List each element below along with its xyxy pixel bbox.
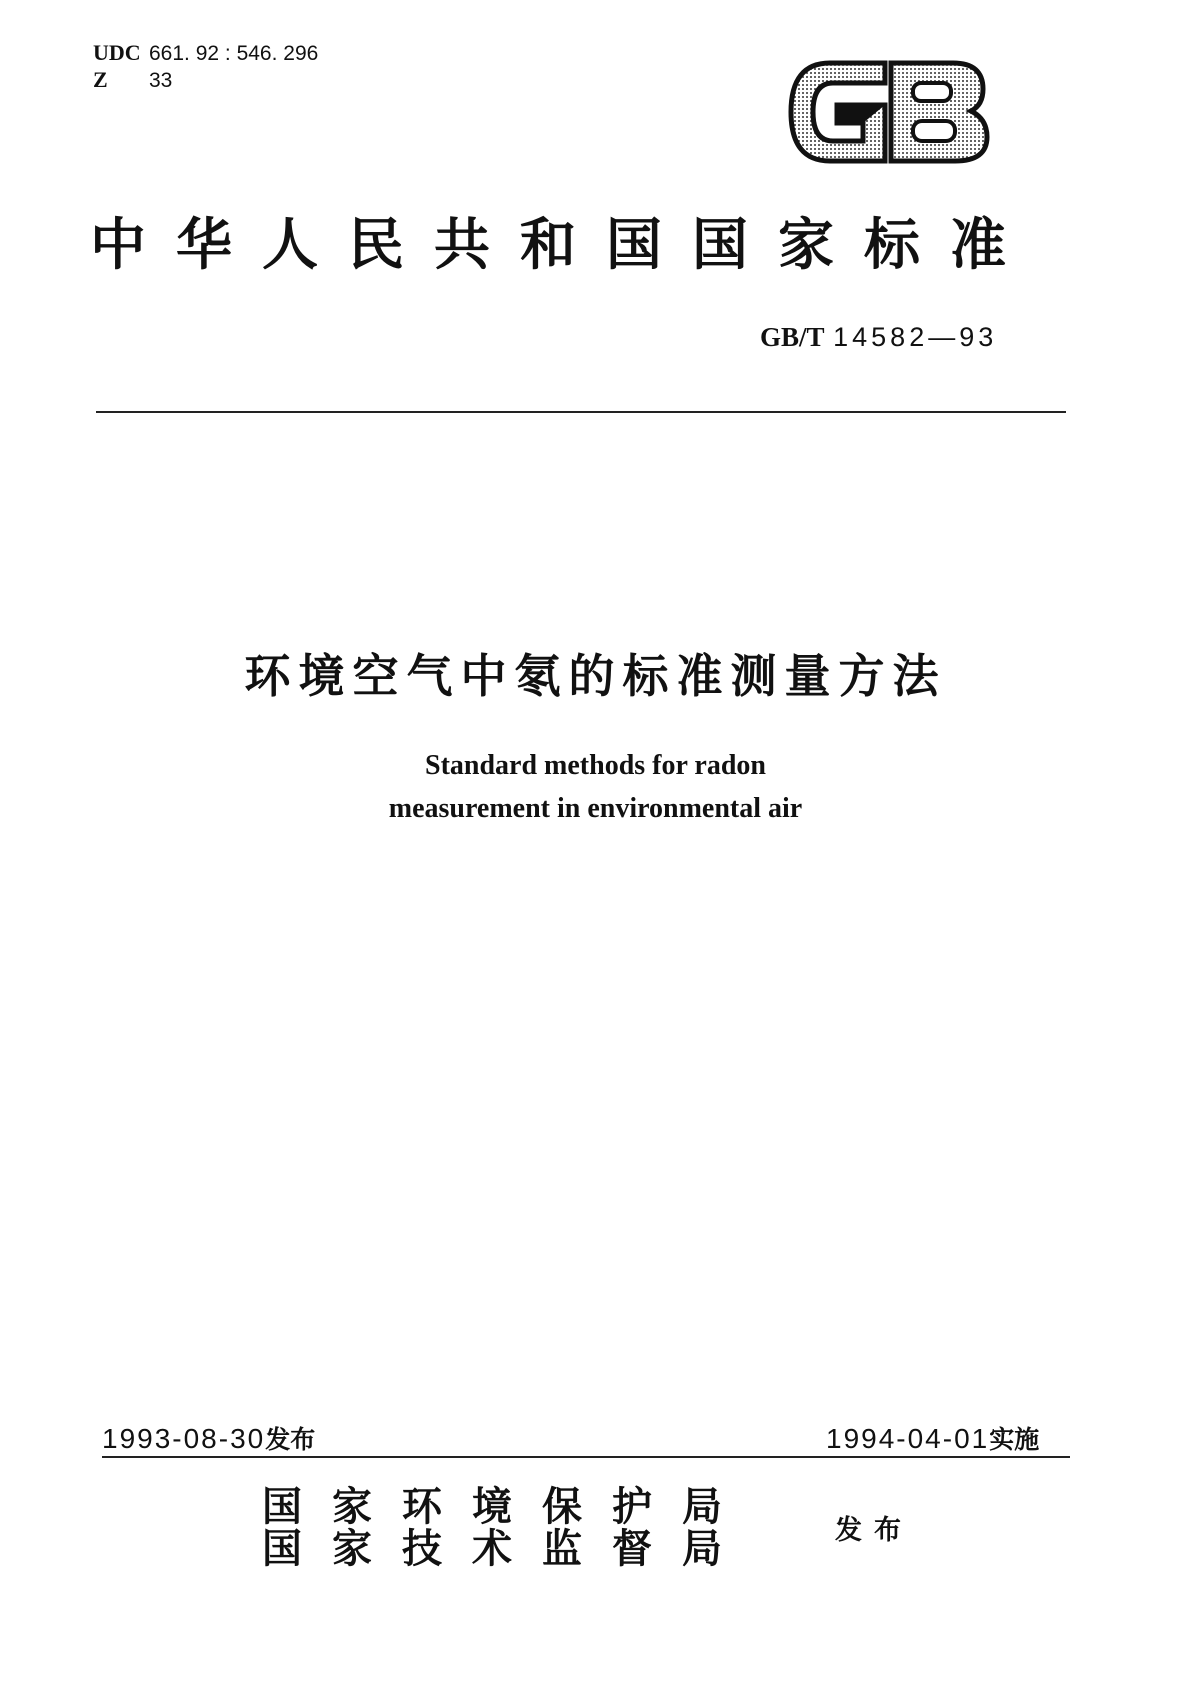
english-title-line-1: Standard methods for radon: [425, 750, 766, 781]
z-line: [93, 67, 318, 94]
publication-date: [102, 1420, 315, 1456]
main-title: 中华人民共和国国家标准: [90, 212, 1036, 278]
english-title-line-2: measurement in environmental air: [388, 793, 803, 824]
issuing-agency-2: 国家技术监督局: [262, 1525, 752, 1572]
issuing-agency-1: 国家环境保护局: [262, 1483, 752, 1530]
effective-date-label: 实施: [989, 1425, 1040, 1454]
bottom-divider: [102, 1456, 1070, 1458]
standard-code: 14582—93: [833, 322, 998, 352]
udc-line: [93, 40, 318, 67]
udc-label: UDC: [93, 40, 141, 65]
top-divider: [96, 411, 1066, 413]
effective-date: [826, 1420, 1039, 1456]
issuing-agencies: [262, 1483, 752, 1572]
standard-prefix: GB/T: [760, 322, 825, 352]
publication-date-value: 1993-08-30: [102, 1423, 266, 1454]
publication-date-label: 发布: [265, 1425, 316, 1454]
z-value: 33: [149, 69, 173, 92]
english-title: [0, 744, 1191, 830]
effective-date-value: 1994-04-01: [826, 1423, 990, 1454]
issue-label: 发布: [835, 1515, 913, 1546]
gb-national-standard-logo-icon: [785, 55, 995, 170]
classification-block: [93, 40, 318, 94]
udc-value: 661. 92 : 546. 296: [149, 42, 319, 65]
z-label: Z: [93, 67, 108, 92]
chinese-title: 环境空气中氡的标准测量方法: [244, 649, 947, 703]
standard-number: [760, 322, 997, 353]
